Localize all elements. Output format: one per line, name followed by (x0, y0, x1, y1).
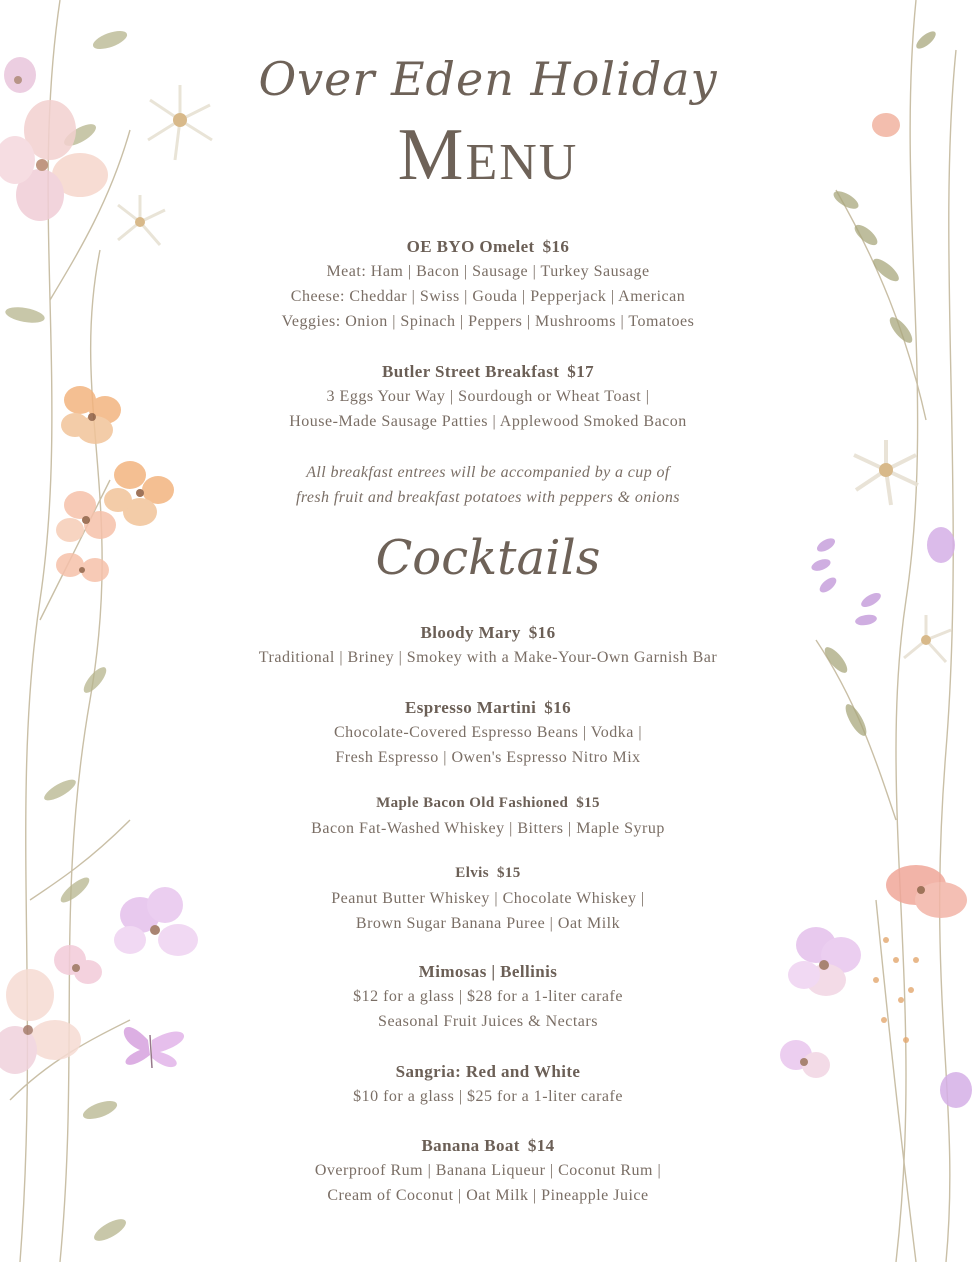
menu-item-butler-street-breakfast (200, 359, 776, 434)
note-line: fresh fruit and breakfast potatoes with peppers & onions (296, 489, 680, 506)
item-title: Espresso Martini (405, 698, 537, 717)
item-name (200, 791, 776, 816)
item-title: Maple Bacon Old Fashioned (376, 795, 569, 811)
item-title: Bloody Mary (420, 623, 521, 642)
item-name (200, 959, 776, 984)
item-description-line: $10 for a glass | $25 for a 1-liter carafe (353, 1088, 623, 1105)
script-title: Over Eden Holiday (258, 52, 718, 106)
item-title: Mimosas | Bellinis (418, 962, 558, 981)
note-line: All breakfast entrees will be accompanied by a cup of (306, 464, 670, 481)
item-price: $16 (528, 623, 556, 642)
cocktails-title: Cocktails (375, 530, 601, 586)
breakfast-note (200, 460, 776, 510)
menu-item-elvis (200, 861, 776, 936)
item-description-line: Veggies: Onion | Spinach | Peppers | Mushrooms | Tomatoes (281, 313, 695, 330)
menu-item-banana-boat (200, 1133, 776, 1208)
menu-item-espresso-martini (200, 695, 776, 770)
item-description-line: Traditional | Briney | Smokey with a Make-Your-Own Garnish Bar (258, 649, 718, 666)
item-price: $16 (544, 698, 571, 717)
menu-item-omelet (200, 234, 776, 334)
item-price: $15 (576, 795, 600, 811)
item-description-line: Seasonal Fruit Juices & Nectars (378, 1013, 598, 1030)
item-title: Butler Street Breakfast (382, 362, 560, 381)
item-price: $16 (542, 237, 570, 256)
item-name (200, 695, 776, 720)
item-name (200, 1133, 776, 1158)
menu-title: Menu (397, 114, 579, 196)
item-description-line: Overproof Rum | Banana Liqueur | Coconut Rum | (314, 1162, 662, 1179)
item-description-line: $12 for a glass | $28 for a 1-liter carafe (353, 988, 623, 1005)
item-description-line: Cheese: Cheddar | Swiss | Gouda | Pepperjack | American (290, 288, 686, 305)
item-description-line: Meat: Ham | Bacon | Sausage | Turkey Sausage (326, 263, 650, 280)
menu-item-bloody-mary (200, 620, 776, 670)
item-price: $15 (496, 865, 521, 881)
item-price: $14 (527, 1136, 555, 1155)
item-title: OE BYO Omelet (406, 237, 535, 256)
item-description-line: Fresh Espresso | Owen's Espresso Nitro Mix (335, 749, 641, 766)
item-description-line: House-Made Sausage Patties | Applewood Smoked Bacon (289, 413, 687, 430)
right-floral-border (776, 0, 976, 1262)
item-price: $17 (567, 362, 594, 381)
menu-item-mimosas-bellinis (200, 959, 776, 1034)
item-title: Banana Boat (421, 1136, 520, 1155)
item-description-line: Bacon Fat-Washed Whiskey | Bitters | Maple Syrup (311, 820, 665, 837)
menu-item-maple-bacon-old-fashioned (200, 791, 776, 841)
item-title: Sangria: Red and White (395, 1062, 581, 1081)
item-title: Elvis (455, 865, 489, 881)
item-name (200, 234, 776, 259)
item-description-line: 3 Eggs Your Way | Sourdough or Wheat Toast | (326, 388, 650, 405)
item-name (200, 359, 776, 384)
item-description-line: Chocolate-Covered Espresso Beans | Vodka | (333, 724, 643, 741)
item-name (200, 861, 776, 886)
item-name (200, 620, 776, 645)
item-description-line: Brown Sugar Banana Puree | Oat Milk (355, 915, 621, 932)
item-description-line: Cream of Coconut | Oat Milk | Pineapple Juice (327, 1187, 649, 1204)
item-description-line: Peanut Butter Whiskey | Chocolate Whiskey | (331, 890, 645, 907)
item-name (200, 1059, 776, 1084)
menu-item-sangria (200, 1059, 776, 1109)
